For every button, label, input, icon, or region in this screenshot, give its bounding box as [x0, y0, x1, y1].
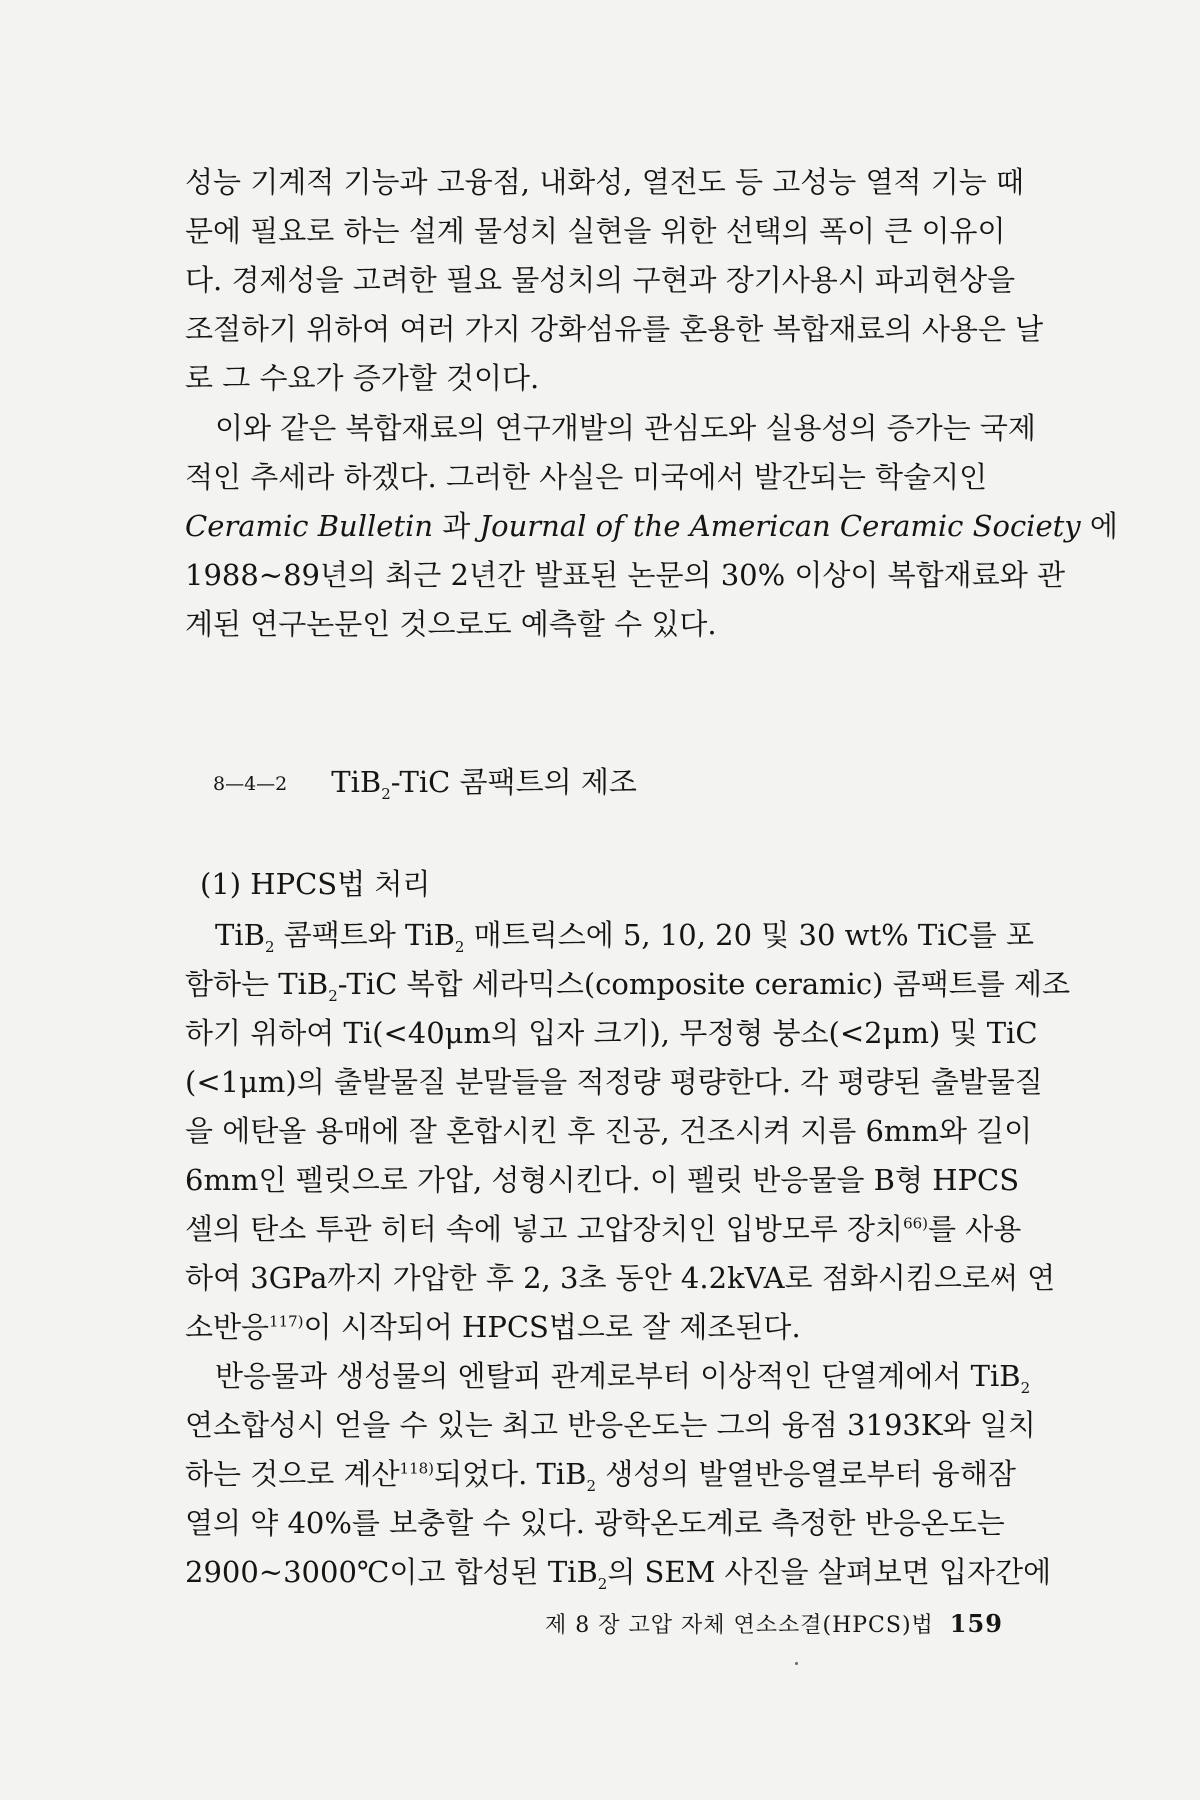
- section-heading: [213, 760, 637, 801]
- page-footer: [545, 1608, 1003, 1639]
- text-line: 2900~3000℃이고 합성된 TiB$_2$의 SEM 사진을 살펴보면 입자간에: [185, 1555, 1052, 1593]
- text-line: 열의 약 40%를 보충할 수 있다. 광학온도계로 측정한 반응온도는: [185, 1506, 1005, 1540]
- section-title: TiB$_2$-TiC 콤팩트의 제조: [331, 765, 637, 803]
- paragraph-1: [185, 158, 1044, 403]
- text-line: 조절하기 위하여 여러 가지 강화섬유를 혼용한 복합재료의 사용은 날: [185, 312, 1044, 346]
- text-line: 성능 기계적 기능과 고융점, 내화성, 열전도 등 고성능 열적 기능 때: [185, 165, 1024, 199]
- journal-name: Journal of the American Ceramic Society: [479, 509, 1081, 543]
- text-line: 1988~89년의 최근 2년간 발표된 논문의 30% 이상이 복합재료와 관: [185, 558, 1065, 592]
- text-line: 을 에탄올 용매에 잘 혼합시킨 후 진공, 건조시켜 지름 6mm와 길이: [185, 1114, 1033, 1148]
- reference-mark: 117): [269, 1312, 304, 1331]
- text-line: 적인 추세라 하겠다. 그러한 사실은 미국에서 발간되는 학술지인: [185, 460, 988, 494]
- scan-speck: [795, 1662, 798, 1665]
- reference-mark: 66): [903, 1214, 929, 1233]
- text-line: 6mm인 펠릿으로 가압, 성형시킨다. 이 펠릿 반응물을 B형 HPCS: [185, 1163, 1020, 1197]
- text-line: 하기 위하여 Ti(<40μm의 입자 크기), 무정형 붕소(<2μm) 및 TiC: [185, 1016, 1038, 1050]
- text-line: 로 그 수요가 증가할 것이다.: [185, 361, 540, 395]
- journal-name: Ceramic Bulletin: [185, 509, 434, 543]
- text-line: 하는 것으로 계산$^{118)}$되었다. TiB$_2$ 생성의 발열반응열로부터 융해잠: [185, 1457, 1016, 1495]
- text-line: 하여 3GPa까지 가압한 후 2, 3초 동안 4.2kVA로 점화시킴으로써 연: [185, 1261, 1056, 1295]
- paragraph-3: [185, 911, 1070, 1352]
- text-line: Ceramic Bulletin 과 Journal of the American Ceramic Society 에: [185, 509, 1118, 543]
- text-line: 반응물과 생성물의 엔탈피 관계로부터 이상적인 단열계에서 TiB$_2$: [215, 1359, 1031, 1397]
- text-line: TiB$_2$ 콤팩트와 TiB$_2$ 매트릭스에 5, 10, 20 및 30 wt% TiC를 포: [215, 918, 1034, 956]
- paragraph-2: [185, 404, 1118, 649]
- text-line: (<1μm)의 출발물질 분말들을 적정량 평량한다. 각 평량된 출발물질: [185, 1065, 1043, 1099]
- section-number: 8—4—2: [213, 773, 288, 795]
- paragraph-4: [185, 1352, 1052, 1597]
- text-line: 계된 연구논문인 것으로도 예측할 수 있다.: [185, 607, 717, 641]
- text-line: 연소합성시 얻을 수 있는 최고 반응온도는 그의 융점 3193K와 일치: [185, 1408, 1036, 1442]
- text-line: 셀의 탄소 투관 히터 속에 넣고 고압장치인 입방모루 장치$^{66)}$를 사용: [185, 1212, 1022, 1246]
- text-line: 다. 경제성을 고려한 필요 물성치의 구현과 장기사용시 파괴현상을: [185, 263, 1016, 297]
- text-line: 함하는 TiB$_2$-TiC 복합 세라믹스(composite ceramic) 콤팩트를 제조: [185, 967, 1070, 1005]
- text-line: 문에 필요로 하는 설계 물성치 실현을 위한 선택의 폭이 큰 이유이: [185, 214, 1006, 248]
- running-footer-title: 제 8 장 고압 자체 연소소결(HPCS)법: [545, 1613, 934, 1638]
- text-line: 소반응$^{117)}$이 시작되어 HPCS법으로 잘 제조된다.: [185, 1310, 801, 1344]
- text-line: 이와 같은 복합재료의 연구개발의 관심도와 실용성의 증가는 국제: [215, 411, 1036, 445]
- subsection-heading: (1) HPCS법 처리: [200, 867, 431, 901]
- page-number: 159: [949, 1609, 1003, 1638]
- reference-mark: 118): [399, 1459, 435, 1478]
